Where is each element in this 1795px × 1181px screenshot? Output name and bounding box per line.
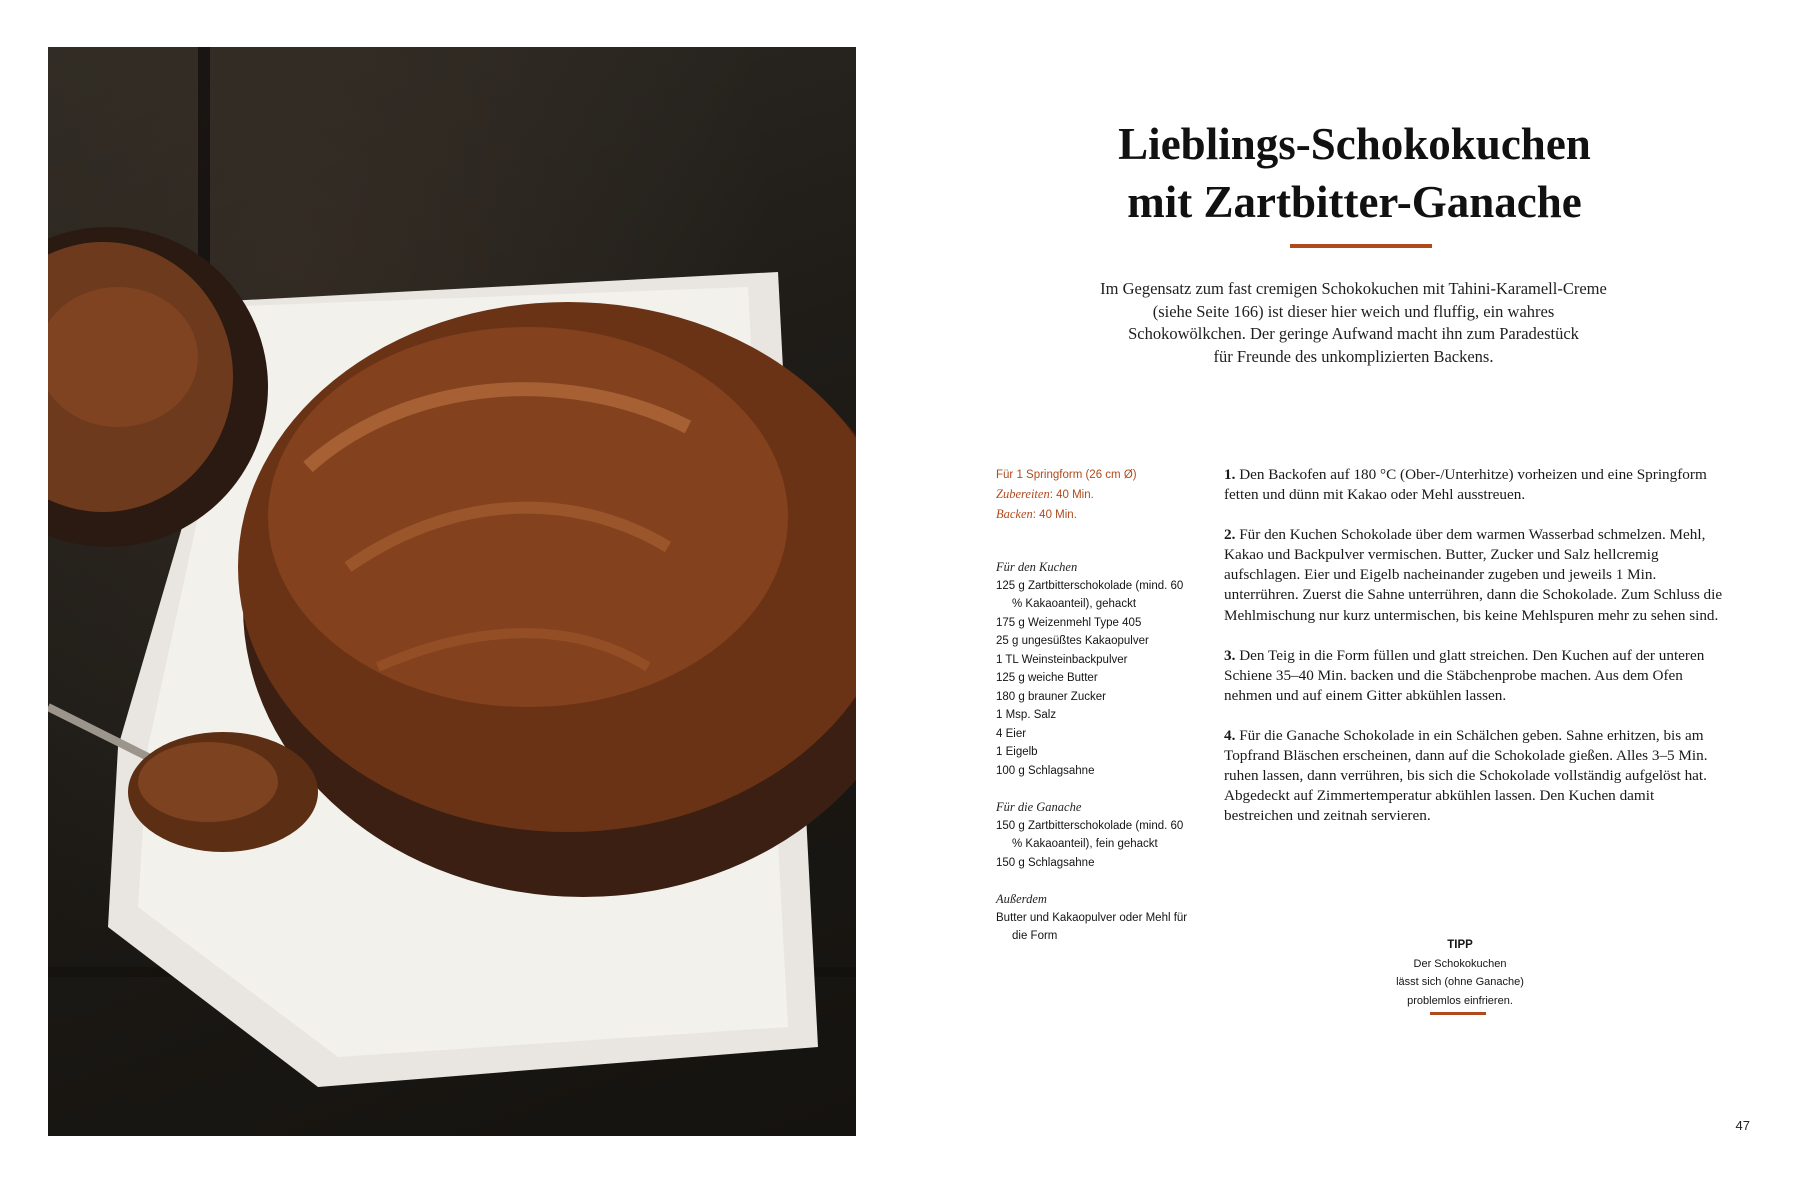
page-number: 47 (1735, 1118, 1750, 1133)
tip-line: problemlos einfrieren. (1407, 994, 1513, 1007)
bake-time (996, 505, 1196, 525)
bake-value: : 40 Min. (1032, 509, 1077, 521)
prep-time (996, 485, 1196, 505)
prep-label: Zubereiten (996, 487, 1050, 501)
recipe-intro (1065, 278, 1642, 368)
recipe-photo (48, 47, 856, 1136)
bake-label: Backen (996, 507, 1033, 521)
cake-illustration (48, 47, 856, 1136)
tip-line: lässt sich (ohne Ganache) (1396, 976, 1524, 988)
ingredient-item: 4 Eier (996, 727, 1027, 740)
ingredient-item: 1 Msp. Salz (996, 709, 1057, 721)
ingredient-item: 25 g ungesüßtes Kakaopulver (996, 635, 1149, 647)
step-1 (1224, 465, 1724, 505)
ingredient-heading: Außerdem (996, 892, 1047, 906)
ingredient-item: 125 g Zartbitterschokolade (mind. 60 % Kakaoanteil), gehackt (996, 579, 1184, 610)
ingredient-heading: Für die Ganache (996, 800, 1082, 814)
ingredient-heading: Für den Kuchen (996, 560, 1078, 574)
intro-line: für Freunde des unkomplizierten Backens. (1213, 346, 1494, 366)
step-text: Den Teig in die Form füllen und glatt streichen. Den Kuchen auf der unteren Schiene 35–40 Min. backen und die Stäbchenprobe machen. Aus dem Ofen nehmen und auf einem Gitter abkühlen lassen. (1224, 646, 1705, 704)
ingredient-item: 1 TL Weinsteinbackpulver (996, 653, 1128, 666)
step-2 (1224, 525, 1724, 625)
ingredient-item: 175 g Weizenmehl Type 405 (996, 616, 1142, 629)
tip-line: Der Schokokuchen (1413, 957, 1507, 970)
step-number: 4. (1224, 726, 1236, 744)
ingredient-item: 150 g Zartbitterschokolade (mind. 60 % Kakaoanteil), fein gehackt (996, 819, 1184, 850)
ingredient-item: 180 g brauner Zucker (996, 690, 1106, 703)
ingredient-group-extra (996, 890, 1196, 946)
step-text: Den Backofen auf 180 °C (Ober-/Unterhitze) vorheizen und eine Springform fetten und dünn mit Kakao oder Mehl ausstreuen. (1224, 466, 1707, 504)
tip-label: TIPP (1447, 939, 1473, 951)
intro-line: Schokowölkchen. Der geringe Aufwand macht ihn zum Paradestück (1128, 324, 1579, 343)
step-text: Für die Ganache Schokolade in ein Schälchen geben. Sahne erhitzen, bis am Topfrand Bläschen erscheinen, dann auf die Schokolade gießen. Alles 3–5 Min. ruhen lassen, dann verrühren, bis sich die Schokolade vollständig aufgelöst hat. Abgedeckt auf Zimmertemperatur abkühlen lassen. Den Kuchen damit bestreichen und zeitnah servieren. (1224, 726, 1708, 825)
recipe-title (983, 115, 1726, 231)
ingredient-item: 125 g weiche Butter (996, 672, 1098, 684)
title-line-2: mit Zartbitter-Ganache (1127, 177, 1582, 227)
tip-box (1380, 936, 1540, 1010)
recipe-steps (1224, 465, 1724, 846)
intro-line: Im Gegensatz zum fast cremigen Schokokuchen mit Tahini-Karamell-Creme (1100, 279, 1607, 298)
title-line-1: Lieblings-Schokokuchen (1118, 119, 1591, 169)
intro-line: (siehe Seite 166) ist dieser hier weich und fluffig, ein wahres (1152, 301, 1555, 321)
prep-value: : 40 Min. (1049, 489, 1094, 501)
ingredient-group-ganache (996, 798, 1196, 872)
title-divider (1290, 244, 1432, 248)
step-text: Für den Kuchen Schokolade über dem warmen Wasserbad schmelzen. Mehl, Kakao und Backpulver vermischen. Butter, Zucker und Salz hellcremig aufschlagen. Eier und Eigelb nacheinander zugeben und jeweils 1 Min. unterrühren. Zuerst die Sahne unterrühren, dann die Schokolade. Zum Schluss die Mehlmischung nur kurz untermischen, bis keine Mehlspuren mehr zu sehen sind. (1224, 526, 1723, 624)
step-4 (1224, 726, 1724, 826)
ingredient-item: 1 Eigelb (996, 746, 1038, 758)
yield-info: Für 1 Springform (26 cm Ø) (996, 469, 1137, 481)
step-number: 1. (1224, 466, 1236, 483)
ingredient-group-cake (996, 558, 1196, 780)
ingredient-item: 150 g Schlagsahne (996, 856, 1095, 869)
step-3 (1224, 646, 1724, 706)
step-number: 3. (1224, 646, 1236, 664)
step-number: 2. (1224, 526, 1236, 544)
ingredients-list (996, 558, 1196, 964)
tip-divider (1430, 1012, 1486, 1015)
ingredient-item: 100 g Schlagsahne (996, 764, 1095, 777)
recipe-meta (996, 466, 1196, 525)
ingredient-item: Butter und Kakaopulver oder Mehl für die Form (996, 911, 1188, 942)
